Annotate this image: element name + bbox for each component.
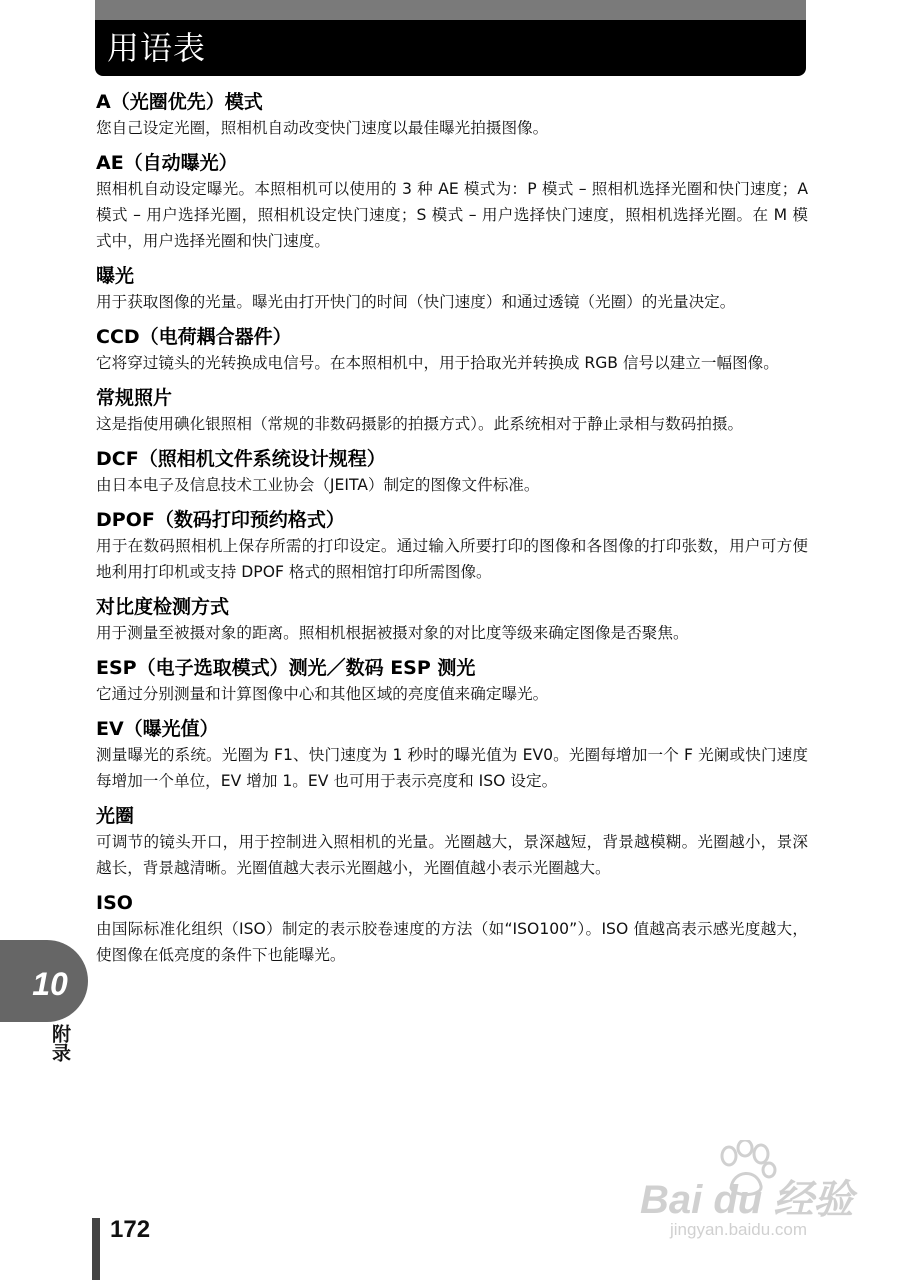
glossary-entry — [96, 150, 808, 254]
chapter-number: 10 — [32, 966, 68, 1002]
term-heading: 光圈 — [96, 805, 135, 827]
term-definition: 测量曝光的系统。光圈为 F1、快门速度为 1 秒时的曝光值为 EV0。光圈每增加一个 F 光阑或快门速度每增加一个单位，EV 增加 1。EV 也可用于表示亮度和 ISO 设定。 — [96, 746, 808, 790]
term-heading: 对比度检测方式 — [96, 596, 230, 618]
term-heading: CCD（电荷耦合器件） — [96, 326, 292, 348]
term-heading: EV（曝光值） — [96, 718, 219, 740]
term-heading: ESP（电子选取模式）测光／数码 ESP 测光 — [96, 657, 476, 679]
glossary-entry — [96, 890, 808, 968]
page-number-bar — [92, 1218, 100, 1280]
term-definition: 用于在数码照相机上保存所需的打印设定。通过输入所要打印的图像和各图像的打印张数，用户可方便地利用打印机或支持 DPOF 格式的照相馆打印所需图像。 — [96, 537, 808, 581]
term-definition: 用于测量至被摄对象的距离。照相机根据被摄对象的对比度等级来确定图像是否聚焦。 — [96, 624, 689, 642]
term-definition: 由国际标准化组织（ISO）制定的表示胶卷速度的方法（如“ISO100”）。ISO 值越高表示感光度越大，使图像在低亮度的条件下也能曝光。 — [96, 920, 808, 964]
term-heading: A（光圈优先）模式 — [96, 91, 263, 113]
chapter-label: 附录 — [49, 1024, 71, 1062]
page-number: 172 — [110, 1216, 151, 1243]
glossary-entry — [96, 716, 808, 794]
term-definition: 它将穿过镜头的光转换成电信号。在本照相机中，用于拾取光并转换成 RGB 信号以建立一幅图像。 — [96, 354, 779, 372]
term-definition: 用于获取图像的光量。曝光由打开快门的时间（快门速度）和通过透镜（光圈）的光量决定。 — [96, 293, 736, 311]
glossary-entry — [96, 263, 808, 315]
term-heading: DPOF（数码打印预约格式） — [96, 509, 345, 531]
top-gray-bar — [95, 0, 806, 20]
term-definition: 可调节的镜头开口，用于控制进入照相机的光量。光圈越大，景深越短，背景越模糊。光圈越小，景深越长，背景越清晰。光圈值越大表示光圈越小，光圈值越小表示光圈越大。 — [96, 833, 808, 877]
glossary-entry — [96, 507, 808, 585]
page-title: 用语表 — [107, 29, 207, 67]
glossary-entry — [96, 446, 808, 498]
term-definition: 它通过分别测量和计算图像中心和其他区域的亮度值来确定曝光。 — [96, 685, 549, 703]
baidu-watermark — [640, 1140, 860, 1250]
term-definition: 由日本电子及信息技术工业协会（JEITA）制定的图像文件标准。 — [96, 476, 540, 494]
term-heading: ISO — [96, 892, 133, 914]
term-heading: DCF（照相机文件系统设计规程） — [96, 448, 386, 470]
term-definition: 您自己设定光圈，照相机自动改变快门速度以最佳曝光拍摄图像。 — [96, 119, 549, 137]
term-heading: AE（自动曝光） — [96, 152, 238, 174]
glossary-entry — [96, 89, 808, 141]
term-heading: 常规照片 — [96, 387, 173, 409]
glossary-entry — [96, 594, 808, 646]
glossary-entry — [96, 803, 808, 881]
glossary-list — [96, 89, 808, 977]
glossary-entry — [96, 655, 808, 707]
watermark-logo: Bai du 经验 — [640, 1178, 854, 1222]
title-banner — [95, 20, 806, 76]
term-definition: 照相机自动设定曝光。本照相机可以使用的 3 种 AE 模式为：P 模式 – 照相机选择光圈和快门速度；A 模式 – 用户选择光圈，照相机设定快门速度；S 模式 – 用户选择快门速度，照相机选择光圈。在 M 模式中，用户选择光圈和快门速度。 — [96, 180, 808, 250]
watermark-url: jingyan.baidu.com — [670, 1220, 808, 1239]
term-definition: 这是指使用碘化银照相（常规的非数码摄影的拍摄方式）。此系统相对于静止录相与数码拍摄。 — [96, 415, 744, 433]
glossary-entry — [96, 385, 808, 437]
term-heading: 曝光 — [96, 265, 135, 287]
glossary-entry — [96, 324, 808, 376]
